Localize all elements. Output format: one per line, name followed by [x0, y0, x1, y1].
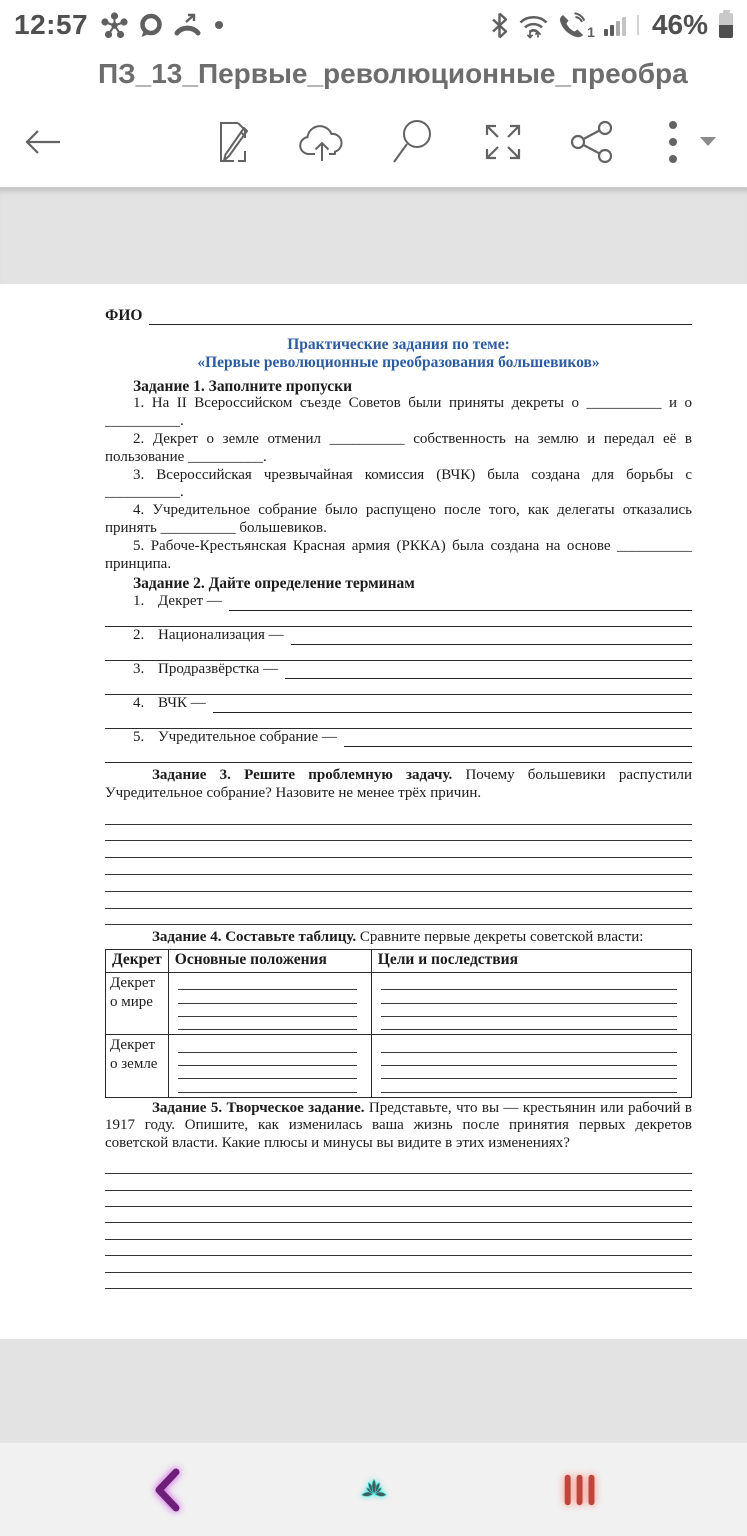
document-viewer[interactable] [0, 187, 747, 1443]
battery-icon [719, 13, 733, 38]
blank-line [105, 1191, 692, 1207]
table-row [106, 973, 692, 1035]
blank-line [381, 1053, 677, 1066]
blank-line [105, 1158, 692, 1174]
task1-item: 2. Декрет о земле отменил __________ собственность на землю и передал её в пользование __________. [105, 430, 692, 465]
table-header: Основные положения [168, 950, 371, 973]
term-item [105, 696, 692, 729]
blank-line [178, 1004, 357, 1017]
task1-heading: Задание 1. Заполните пропуски [133, 377, 353, 395]
status-divider [637, 15, 639, 35]
document-page[interactable] [0, 284, 747, 1339]
task5-heading: Задание 5. Творческое задание. [152, 1099, 365, 1116]
task4-prompt [105, 929, 692, 947]
blank-line [381, 1017, 677, 1030]
overflow-menu-icon [668, 118, 678, 166]
table-header: Декрет [106, 950, 169, 973]
wifi-calling-sim-number: 1 [587, 24, 595, 40]
edit-icon [209, 118, 257, 166]
task3-text: Почему большевики распустили Учредительное собрание? Назовите не менее трёх причин. [105, 767, 692, 801]
blank-line [178, 1039, 357, 1052]
term-label: Национализация — [158, 627, 284, 644]
term-number: 1. [133, 593, 145, 610]
worksheet-title-line2: «Первые революционные преобразования большевиков» [197, 353, 600, 371]
worksheet-title-line1: Практические задания по теме: [287, 336, 510, 353]
missed-call-icon [173, 12, 202, 38]
blank-line [105, 713, 692, 729]
blank-line [291, 644, 692, 645]
task2-heading: Задание 2. Дайте определение терминам [133, 575, 415, 593]
blank-line [105, 1273, 692, 1289]
back-icon [22, 126, 64, 158]
blank-line [381, 1079, 677, 1092]
cloud-upload-icon [296, 120, 348, 164]
blank-line [105, 1174, 692, 1190]
task3-prompt [105, 767, 692, 803]
dropdown-caret-icon [700, 137, 716, 147]
overflow-menu-button[interactable] [668, 118, 678, 166]
task3-heading: Задание 3. Решите проблемную задачу. [152, 767, 453, 784]
term-number: 5. [133, 729, 145, 746]
blank-line [105, 1207, 692, 1223]
clock: 12:57 [14, 9, 89, 40]
term-label: Декрет — [158, 593, 222, 610]
term-label: ВЧК — [158, 695, 206, 712]
nav-back-button[interactable] [150, 1467, 184, 1513]
table-header-row [106, 950, 692, 973]
notification-dot-icon [215, 21, 223, 29]
term-number: 4. [133, 695, 145, 712]
term-item [105, 628, 692, 661]
back-chevron-icon [151, 1467, 183, 1513]
share-icon [569, 119, 615, 165]
decrees-comparison-table [105, 949, 692, 1097]
blank-line [229, 610, 692, 611]
molecule-icon [101, 12, 128, 39]
document-title-bar [0, 50, 747, 97]
status-bar [0, 0, 747, 50]
viewer-toolbar [0, 97, 747, 187]
task1-item: 4. Учредительное собрание было распущено после того, как делегаты отказались принять __________ большевиков. [105, 502, 692, 536]
blank-line [381, 1039, 677, 1052]
blank-line [178, 1017, 357, 1030]
blank-line [381, 990, 677, 1003]
nav-recents-button[interactable] [563, 1468, 597, 1512]
blank-line [178, 1053, 357, 1066]
fullscreen-button[interactable] [480, 119, 526, 165]
fio-label: ФИО [105, 307, 143, 325]
blank-line [178, 977, 357, 990]
blank-line [105, 1256, 692, 1272]
nav-home-lotus-button[interactable] [357, 1458, 391, 1522]
blank-line [381, 1066, 677, 1079]
status-left [14, 9, 223, 41]
blank-line [105, 747, 692, 763]
answer-cell [371, 973, 691, 1035]
term-item [105, 662, 692, 695]
task1-item: 1. На II Всероссийском съезде Советов были приняты декреты о __________ и о __________. [105, 395, 692, 430]
fullscreen-icon [480, 119, 526, 165]
blank-line [178, 1079, 357, 1092]
blank-line [105, 892, 692, 909]
blank-line [105, 645, 692, 661]
signal-bars-icon [604, 14, 626, 36]
bluetooth-icon [490, 12, 509, 39]
share-button[interactable] [569, 119, 615, 165]
page-gap-bottom [0, 1339, 747, 1444]
task5-text: Представьте, что вы — крестьянин или рабочий в 1917 году. Опишите, как изменилась ваша жизнь после принятия первых декретов советской власти. Какие плюсы и минусы вы видите в этих изменениях? [105, 1099, 692, 1152]
recent-apps-icon [563, 1468, 597, 1512]
wifi-calling-icon [558, 12, 585, 39]
term-label: Продразвёрстка — [158, 661, 279, 678]
row-label: Декрет о земле [106, 1035, 169, 1097]
navigation-bar [0, 1443, 747, 1536]
upload-button[interactable] [296, 120, 348, 164]
task4-heading: Задание 4. Составьте таблицу. [152, 929, 357, 946]
blank-line [105, 841, 692, 858]
table-header: Цели и последствия [371, 950, 691, 973]
table-row [106, 1035, 692, 1097]
search-icon [390, 118, 436, 166]
blank-line [105, 1223, 692, 1239]
blank-line [105, 679, 692, 695]
blank-line [178, 990, 357, 1003]
status-right [490, 9, 733, 41]
blank-line [285, 678, 692, 679]
blank-line [178, 1066, 357, 1079]
lotus-home-icon [357, 1458, 391, 1522]
fio-blank-line [149, 324, 692, 325]
battery-percent: 46% [651, 9, 708, 40]
blank-line [105, 611, 692, 627]
blank-line [381, 977, 677, 990]
fio-row [105, 306, 692, 325]
term-number: 3. [133, 661, 145, 678]
blank-line [381, 1004, 677, 1017]
blank-line [105, 1240, 692, 1256]
blank-line [105, 825, 692, 842]
wifi-icon [518, 12, 549, 39]
dropdown-caret-button[interactable] [700, 137, 716, 147]
answer-cell [168, 1035, 371, 1097]
task4-text: Сравните первые декреты советской власти: [359, 929, 644, 946]
chat-bubble-icon [137, 12, 164, 39]
blank-line [105, 909, 692, 926]
term-item [105, 594, 692, 627]
task3-answer-lines [105, 808, 692, 926]
blank-line [105, 808, 692, 825]
term-number: 2. [133, 627, 145, 644]
task5-answer-lines [105, 1158, 692, 1289]
blank-line [213, 712, 692, 713]
answer-cell [371, 1035, 691, 1097]
page-gap-top [0, 187, 747, 284]
term-label: Учредительное собрание — [158, 729, 337, 746]
blank-line [344, 746, 692, 747]
back-button[interactable] [22, 126, 64, 158]
search-button[interactable] [390, 118, 436, 166]
term-item [105, 730, 692, 763]
blank-line [105, 858, 692, 875]
answer-cell [168, 973, 371, 1035]
blank-line [105, 875, 692, 892]
task1-item: 3. Всероссийская чрезвычайная комиссия (ВЧК) была создана для борьбы с __________. [105, 466, 692, 501]
task1-item: 5. Рабоче-Крестьянская Красная армия (РККА) была создана на основе __________ принципа. [105, 537, 692, 572]
edit-button[interactable] [209, 118, 257, 166]
document-title: ПЗ_13_Первые_революционные_преобра [98, 57, 688, 89]
row-label: Декрет о мире [106, 973, 169, 1035]
task5-prompt [105, 1100, 692, 1153]
